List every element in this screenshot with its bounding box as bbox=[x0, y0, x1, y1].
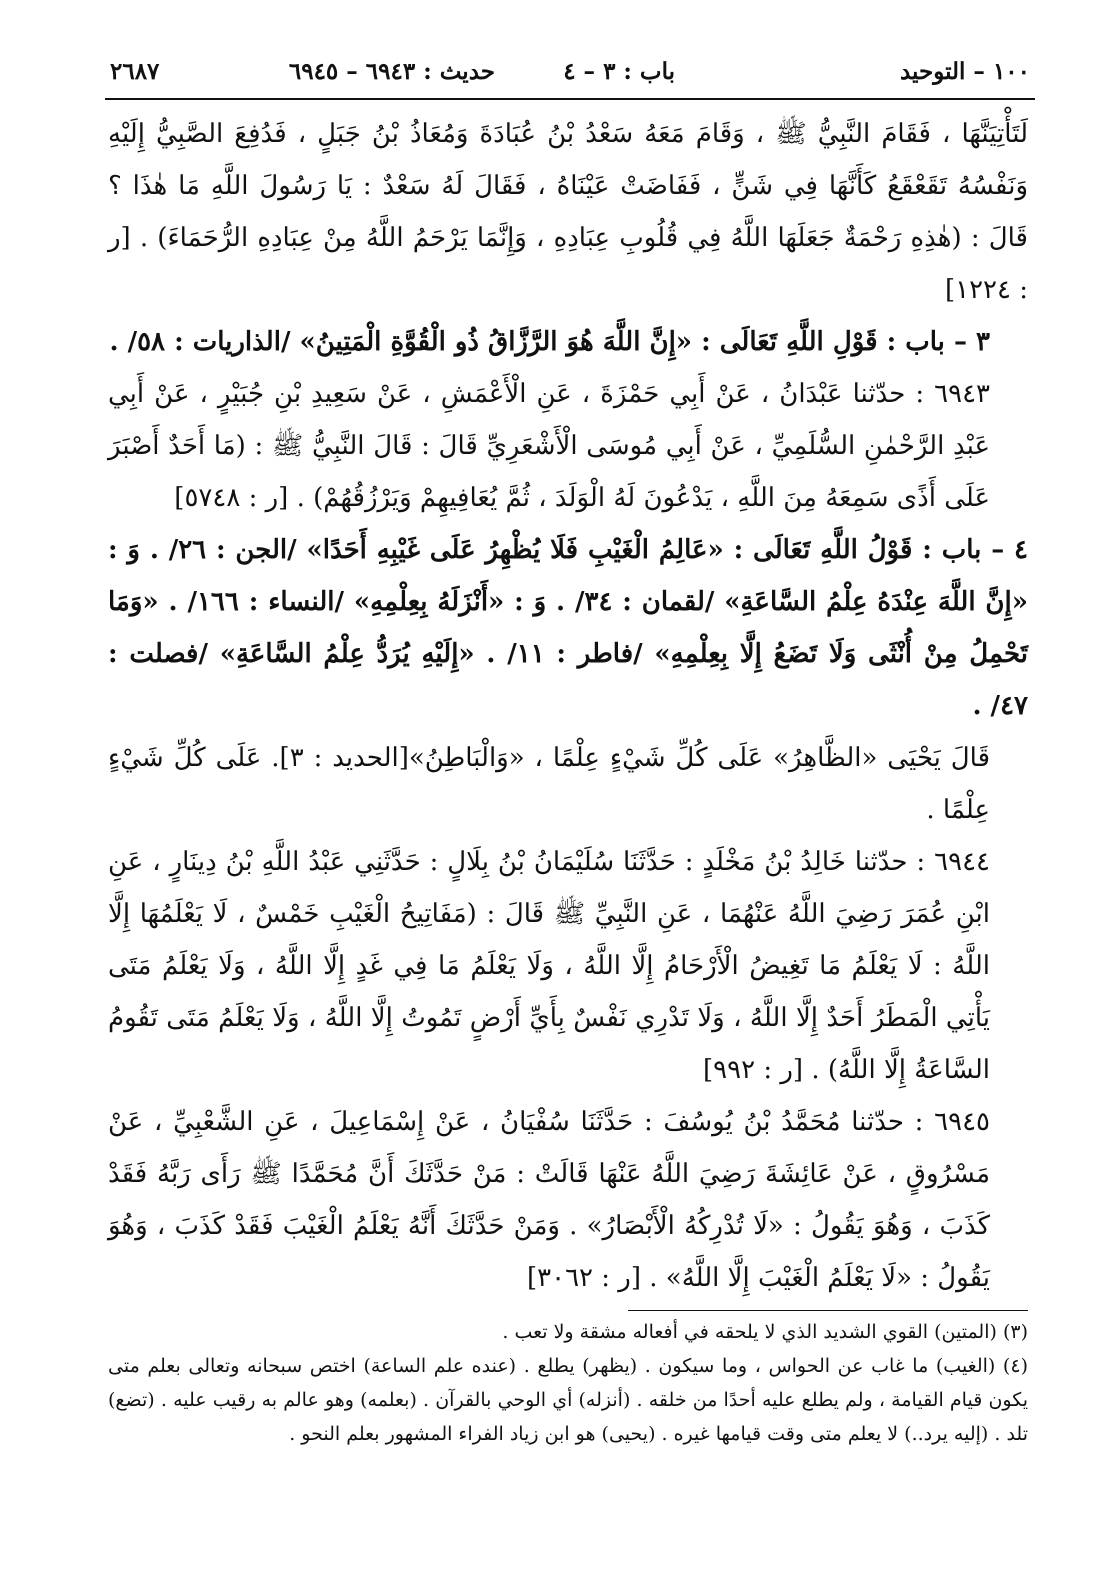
hadith-6945: ٦٩٤٥ : حدّثنا مُحَمَّدُ بْنُ يُوسُفَ : حَدَّثَنَا سُفْيَانُ ، عَنْ إِسْمَاعِيلَ ، عَنِ الشَّعْبِيِّ ، عَنْ مَسْرُوقٍ ، عَنْ عَائِشَةَ رَضِيَ اللَّهُ عَنْهَا قَالَتْ : مَنْ حَدَّثَكَ أَنَّ مُحَمَّدًا ﷺ رَأَى رَبَّهُ فَقَدْ كَذَبَ ، وَهُوَ يَقُولُ : «لَا تُدْرِكُهُ الْأَبْصَارُ» . وَمَنْ حَدَّثَكَ أَنَّهُ يَعْلَمُ الْغَيْبَ فَقَدْ كَذَبَ ، وَهُوَ يَقُولُ : «لَا يَعْلَمُ الْغَيْبَ إِلَّا اللَّهُ» . [ر : ٣٠٦٢] bbox=[108, 1107, 990, 1293]
footnotes bbox=[108, 1310, 1028, 1451]
footnote-rule bbox=[628, 1310, 1028, 1311]
hadith-6943: ٦٩٤٣ : حدّثنا عَبْدَانُ ، عَنْ أَبِي حَمْزَةَ ، عَنِ الْأَعْمَشِ ، عَنْ سَعِيدِ بْنِ جُبَيْرٍ ، عَنْ أَبِي عَبْدِ الرَّحْمٰنِ السُّلَمِيِّ ، عَنْ أَبِي مُوسَى الْأَشْعَرِيِّ قَالَ : قَالَ النَّبِيُّ ﷺ : (مَا أَحَدٌ أَصْبَرَ عَلَى أَذًى سَمِعَهُ مِنَ اللَّهِ ، يَدْعُونَ لَهُ الْوَلَدَ ، ثُمَّ يُعَافِيهِمْ وَيَرْزُقُهُمْ) . [ر : ٥٧٤٨] bbox=[108, 379, 990, 513]
footnote-3: (٣) (المتين) القوي الشديد الذي لا يلحقه في أفعاله مشقة ولا تعب . bbox=[502, 1321, 1028, 1343]
chapter-heading-3: ٣ – باب : قَوْلِ اللَّهِ تَعَالَى : «إِنَّ اللَّهَ هُوَ الرَّزَّاقُ ذُو الْقُوَّةِ الْمَتِينُ» /الذاريات : ٥٨/ . bbox=[109, 327, 990, 357]
footnote-4: (٤) (الغيب) ما غاب عن الحواس ، وما سيكون . (يظهر) يطلع . (عنده علم الساعة) اختص سبحانه وتعالى بعلم متى يكون قيام القيامة ، ولم يطلع عليه أحدًا من خلقه . (أنزله) أي الوحي بالقرآن . (بعلمه) وهو عالم به رقيب عليه . (تضع) تلد . (إليه يرد..) لا يعلم متى وقت قيامها غيره . (يحيى) هو ابن زياد الفراء المشهور بعلم النحو . bbox=[108, 1355, 1028, 1445]
book-title: ١٠٠ – التوحيد bbox=[899, 58, 1030, 85]
hadith-range: حديث : ٦٩٤٣ – ٦٩٤٥ bbox=[288, 58, 495, 85]
continuation-paragraph: لَتَأْتِيَنَّهَا ، فَقَامَ النَّبِيُّ ﷺ ، وَقَامَ مَعَهُ سَعْدُ بْنُ عُبَادَةَ وَمُعَاذُ بْنُ جَبَلٍ ، فَدُفِعَ الصَّبِيُّ إِلَيْهِ وَنَفْسُهُ تَقَعْقَعُ كَأَنَّهَا فِي شَنٍّ ، فَفَاضَتْ عَيْنَاهُ ، فَقَالَ لَهُ سَعْدٌ : يَا رَسُولَ اللَّهِ مَا هٰذَا ؟ قَالَ : (هٰذِهِ رَحْمَةٌ جَعَلَهَا اللَّهُ فِي قُلُوبِ عِبَادِهِ ، وَإِنَّمَا يَرْحَمُ اللَّهُ مِنْ عِبَادِهِ الرُّحَمَاءَ) . [ر : ١٢٢٤] bbox=[108, 119, 1028, 305]
chapter-heading-4: ٤ – باب : قَوْلُ اللَّهِ تَعَالَى : «عَالِمُ الْغَيْبِ فَلَا يُظْهِرُ عَلَى غَيْبِهِ أَحَدًا» /الجن : ٢٦/ . وَ : «إِنَّ اللَّهَ عِنْدَهُ عِلْمُ السَّاعَةِ» /لقمان : ٣٤/ . وَ : «أَنْزَلَهُ بِعِلْمِهِ» /النساء : ١٦٦/ . «وَمَا تَحْمِلُ مِنْ أُنْثَى وَلَا تَضَعُ إِلَّا بِعِلْمِهِ» /فاطر : ١١/ . «إِلَيْهِ يُرَدُّ عِلْمُ السَّاعَةِ» /فصلت : ٤٧/ . bbox=[108, 535, 1029, 721]
bab-reference: باب : ٣ – ٤ bbox=[563, 58, 675, 85]
main-text bbox=[108, 108, 1028, 1304]
header-rule bbox=[105, 98, 1035, 100]
yahya-note: قَالَ يَحْيَى «الظَّاهِرُ» عَلَى كُلِّ شَيْءٍ عِلْمًا ، «وَالْبَاطِنُ»[الحديد : ٣]. عَلَى كُلِّ شَيْءٍ عِلْمًا . bbox=[108, 743, 990, 825]
hadith-6944: ٦٩٤٤ : حدّثنا خَالِدُ بْنُ مَخْلَدٍ : حَدَّثَنَا سُلَيْمَانُ بْنُ بِلَالٍ : حَدَّثَنِي عَبْدُ اللَّهِ بْنُ دِينَارٍ ، عَنِ ابْنِ عُمَرَ رَضِيَ اللَّهُ عَنْهُمَا ، عَنِ النَّبِيِّ ﷺ قَالَ : (مَفَاتِيحُ الْغَيْبِ خَمْسٌ ، لَا يَعْلَمُهَا إِلَّا اللَّهُ : لَا يَعْلَمُ مَا تَغِيضُ الْأَرْحَامُ إِلَّا اللَّهُ ، وَلَا يَعْلَمُ مَا فِي غَدٍ إِلَّا اللَّهُ ، وَلَا يَعْلَمُ مَتَى يَأْتِي الْمَطَرُ أَحَدٌ إِلَّا اللَّهُ ، وَلَا تَدْرِي نَفْسٌ بِأَيِّ أَرْضٍ تَمُوتُ إِلَّا اللَّهُ ، وَلَا يَعْلَمُ مَتَى تَقُومُ السَّاعَةُ إِلَّا اللَّهُ) . [ر : ٩٩٢] bbox=[108, 847, 990, 1085]
page-number: ٢٦٨٧ bbox=[110, 58, 160, 85]
running-header bbox=[110, 58, 1030, 98]
